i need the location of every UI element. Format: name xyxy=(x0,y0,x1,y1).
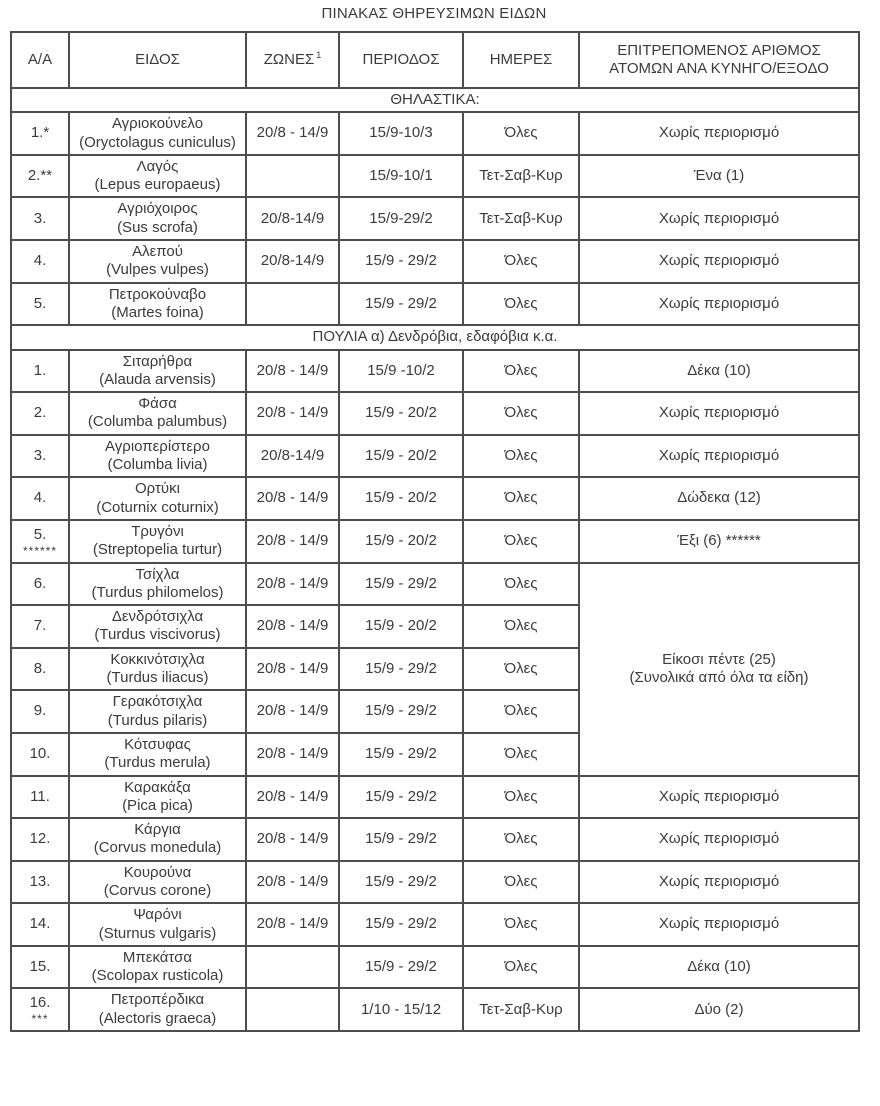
species-row xyxy=(11,988,859,1031)
species-common-name: Αγριοκούνελο xyxy=(111,115,204,133)
species-latin-name: (Turdus iliacus) xyxy=(106,669,209,687)
row-number-text: 14. xyxy=(29,915,51,933)
cell-limit: Χωρίς περιορισμό xyxy=(579,240,859,283)
cell-zones: 20/8 - 14/9 xyxy=(246,690,339,733)
cell-days: Τετ-Σαβ-Κυρ xyxy=(463,155,579,198)
cell-limit: Δέκα (10) xyxy=(579,350,859,393)
cell-species xyxy=(69,240,246,283)
cell-species xyxy=(69,776,246,819)
cell-row-number xyxy=(11,520,69,563)
species-latin-name: (Corvus corone) xyxy=(103,881,212,899)
cell-period: 15/9 - 29/2 xyxy=(339,648,463,691)
row-number-text: 12. xyxy=(29,830,51,848)
cell-row-number xyxy=(11,946,69,989)
species-common-name: Κουρούνα xyxy=(123,863,192,881)
cell-limit: Δέκα (10) xyxy=(579,946,859,989)
cell-days: Όλες xyxy=(463,563,579,606)
cell-zones xyxy=(246,155,339,198)
cell-limit: Δώδεκα (12) xyxy=(579,477,859,520)
section-label: ΘΗΛΑΣΤΙΚΑ: xyxy=(11,88,859,112)
species-common-name: Λαγός xyxy=(136,157,179,175)
cell-period: 15/9 - 29/2 xyxy=(339,861,463,904)
row-number-text: 16. xyxy=(29,994,51,1012)
cell-species xyxy=(69,946,246,989)
row-number-text: 2. xyxy=(33,404,47,422)
species-table-body xyxy=(11,88,859,1031)
species-latin-name: (Sturnus vulgaris) xyxy=(98,924,217,942)
limit-line: Είκοσι πέντε (25) xyxy=(662,650,776,668)
cell-species xyxy=(69,350,246,393)
cell-limit: Έξι (6) ****** xyxy=(579,520,859,563)
cell-zones: 20/8 - 14/9 xyxy=(246,477,339,520)
species-row xyxy=(11,155,859,198)
cell-species xyxy=(69,392,246,435)
cell-species xyxy=(69,283,246,326)
cell-days: Όλες xyxy=(463,520,579,563)
row-number-note: *** xyxy=(31,1012,49,1027)
cell-row-number xyxy=(11,690,69,733)
cell-zones: 20/8-14/9 xyxy=(246,435,339,478)
species-table xyxy=(10,31,860,1032)
column-header-zones-label: ΖΩΝΕΣ xyxy=(263,50,315,68)
species-common-name: Αγριοπερίστερο xyxy=(105,437,210,455)
species-latin-name: (Coturnix coturnix) xyxy=(96,498,219,516)
cell-zones: 20/8 - 14/9 xyxy=(246,520,339,563)
cell-row-number xyxy=(11,733,69,776)
cell-period: 15/9 - 20/2 xyxy=(339,605,463,648)
cell-period: 15/9 - 29/2 xyxy=(339,283,463,326)
cell-row-number xyxy=(11,903,69,946)
cell-days: Όλες xyxy=(463,648,579,691)
species-common-name: Δενδρότσιχλα xyxy=(111,608,204,626)
cell-days: Όλες xyxy=(463,477,579,520)
cell-limit: Χωρίς περιορισμό xyxy=(579,112,859,155)
species-row xyxy=(11,197,859,240)
species-common-name: Αλεπού xyxy=(132,243,183,261)
cell-zones xyxy=(246,283,339,326)
cell-zones: 20/8 - 14/9 xyxy=(246,563,339,606)
species-row xyxy=(11,477,859,520)
cell-days: Όλες xyxy=(463,733,579,776)
cell-days: Όλες xyxy=(463,605,579,648)
cell-limit: Δύο (2) xyxy=(579,988,859,1031)
cell-zones: 20/8 - 14/9 xyxy=(246,648,339,691)
species-row xyxy=(11,818,859,861)
species-row xyxy=(11,776,859,819)
cell-species xyxy=(69,112,246,155)
cell-days: Όλες xyxy=(463,903,579,946)
cell-species xyxy=(69,605,246,648)
cell-period: 15/9 - 29/2 xyxy=(339,776,463,819)
species-latin-name: (Alauda arvensis) xyxy=(99,370,216,388)
cell-row-number xyxy=(11,435,69,478)
cell-period: 15/9 - 20/2 xyxy=(339,392,463,435)
column-header-days: ΗΜΕΡΕΣ xyxy=(463,32,579,88)
species-common-name: Φάσα xyxy=(138,395,177,413)
cell-row-number xyxy=(11,350,69,393)
cell-limit: Χωρίς περιορισμό xyxy=(579,435,859,478)
zones-footnote-marker: 1 xyxy=(316,49,322,60)
species-common-name: Τσίχλα xyxy=(135,565,180,583)
species-latin-name: (Columba livia) xyxy=(107,456,208,474)
column-header-num: Α/Α xyxy=(11,32,69,88)
cell-days: Όλες xyxy=(463,240,579,283)
cell-species xyxy=(69,903,246,946)
species-row xyxy=(11,435,859,478)
cell-species xyxy=(69,477,246,520)
species-common-name: Γερακότσιχλα xyxy=(112,693,203,711)
cell-days: Όλες xyxy=(463,350,579,393)
cell-days: Όλες xyxy=(463,283,579,326)
row-number-text: 1.* xyxy=(30,124,50,142)
cell-limit: Χωρίς περιορισμό xyxy=(579,861,859,904)
cell-limit: Ένα (1) xyxy=(579,155,859,198)
cell-period: 1/10 - 15/12 xyxy=(339,988,463,1031)
species-row xyxy=(11,283,859,326)
cell-zones: 20/8 - 14/9 xyxy=(246,733,339,776)
cell-limit: Χωρίς περιορισμό xyxy=(579,903,859,946)
section-header-row xyxy=(11,88,859,112)
cell-days: Όλες xyxy=(463,392,579,435)
species-row xyxy=(11,861,859,904)
species-common-name: Κοκκινότσιχλα xyxy=(110,650,205,668)
cell-zones: 20/8-14/9 xyxy=(246,197,339,240)
cell-row-number xyxy=(11,112,69,155)
cell-zones: 20/8 - 14/9 xyxy=(246,903,339,946)
cell-species xyxy=(69,155,246,198)
page-title: ΠΙΝΑΚΑΣ ΘΗΡΕΥΣΙΜΩΝ ΕΙΔΩΝ xyxy=(321,5,547,22)
cell-species xyxy=(69,690,246,733)
cell-species xyxy=(69,861,246,904)
cell-row-number xyxy=(11,283,69,326)
cell-period: 15/9 - 29/2 xyxy=(339,563,463,606)
row-number-text: 2.** xyxy=(27,167,53,185)
cell-period: 15/9 - 29/2 xyxy=(339,946,463,989)
species-row xyxy=(11,903,859,946)
cell-limit-merged xyxy=(579,563,859,776)
cell-zones xyxy=(246,946,339,989)
cell-row-number xyxy=(11,197,69,240)
species-common-name: Ψαρόνι xyxy=(133,906,182,924)
cell-days: Όλες xyxy=(463,112,579,155)
row-number-text: 3. xyxy=(33,446,47,464)
species-common-name: Καρακάξα xyxy=(124,778,191,796)
species-latin-name: (Turdus viscivorus) xyxy=(94,626,221,644)
species-latin-name: (Oryctolagus cuniculus) xyxy=(79,133,236,151)
cell-limit: Χωρίς περιορισμό xyxy=(579,197,859,240)
row-number-text: 9. xyxy=(33,702,47,720)
species-row xyxy=(11,112,859,155)
cell-species xyxy=(69,733,246,776)
cell-period: 15/9 - 29/2 xyxy=(339,733,463,776)
species-common-name: Κάργια xyxy=(134,821,181,839)
cell-period: 15/9 - 29/2 xyxy=(339,903,463,946)
species-latin-name: (Corvus monedula) xyxy=(93,839,222,857)
section-header-row xyxy=(11,325,859,349)
species-latin-name: (Lepus europaeus) xyxy=(94,176,221,194)
row-number-text: 4. xyxy=(33,489,47,507)
cell-row-number xyxy=(11,392,69,435)
species-common-name: Ορτύκι xyxy=(135,480,180,498)
cell-zones: 20/8 - 14/9 xyxy=(246,776,339,819)
row-number-text: 5. xyxy=(33,294,47,312)
cell-period: 15/9 - 20/2 xyxy=(339,435,463,478)
species-common-name: Τρυγόνι xyxy=(131,522,184,540)
row-number-text: 5. xyxy=(33,525,47,543)
cell-zones: 20/8-14/9 xyxy=(246,240,339,283)
column-header-limit: ΕΠΙΤΡΕΠΟΜΕΝΟΣ ΑΡΙΘΜΟΣ ΑΤΟΜΩΝ ΑΝΑ ΚΥΝΗΓΟ/ΕΞΟΔΟ xyxy=(579,32,859,88)
species-latin-name: (Turdus philomelos) xyxy=(91,583,224,601)
species-row xyxy=(11,392,859,435)
cell-zones: 20/8 - 14/9 xyxy=(246,861,339,904)
species-latin-name: (Scolopax rusticola) xyxy=(91,967,224,985)
species-latin-name: (Martes foina) xyxy=(111,303,204,321)
cell-zones: 20/8 - 14/9 xyxy=(246,605,339,648)
cell-species xyxy=(69,988,246,1031)
cell-row-number xyxy=(11,155,69,198)
cell-row-number xyxy=(11,240,69,283)
column-header-zones xyxy=(246,32,339,88)
species-row xyxy=(11,946,859,989)
cell-period: 15/9-10/3 xyxy=(339,112,463,155)
cell-days: Τετ-Σαβ-Κυρ xyxy=(463,197,579,240)
cell-days: Όλες xyxy=(463,818,579,861)
row-number-text: 11. xyxy=(30,787,50,805)
species-row xyxy=(11,563,859,606)
cell-period: 15/9 - 29/2 xyxy=(339,690,463,733)
species-common-name: Αγριόχοιρος xyxy=(117,200,198,218)
cell-zones: 20/8 - 14/9 xyxy=(246,818,339,861)
species-row xyxy=(11,240,859,283)
cell-period: 15/9-10/1 xyxy=(339,155,463,198)
cell-species xyxy=(69,197,246,240)
row-number-text: 1. xyxy=(33,361,47,379)
row-number-text: 10. xyxy=(29,745,51,763)
row-number-text: 7. xyxy=(33,617,47,635)
section-label: ΠΟΥΛΙΑ α) Δενδρόβια, εδαφόβια κ.α. xyxy=(11,325,859,349)
species-common-name: Μπεκάτσα xyxy=(122,948,193,966)
cell-row-number xyxy=(11,605,69,648)
row-number-text: 6. xyxy=(33,574,47,592)
species-common-name: Σιταρήθρα xyxy=(122,352,193,370)
cell-days: Όλες xyxy=(463,435,579,478)
cell-limit: Χωρίς περιορισμό xyxy=(579,818,859,861)
species-latin-name: (Columba palumbus) xyxy=(87,413,228,431)
cell-row-number xyxy=(11,477,69,520)
limit-line: (Συνολικά από όλα τα είδη) xyxy=(629,669,809,687)
cell-limit: Χωρίς περιορισμό xyxy=(579,283,859,326)
species-latin-name: (Vulpes vulpes) xyxy=(106,261,209,279)
species-row xyxy=(11,350,859,393)
cell-species xyxy=(69,648,246,691)
cell-period: 15/9 -10/2 xyxy=(339,350,463,393)
cell-period: 15/9 - 29/2 xyxy=(339,240,463,283)
species-latin-name: (Pica pica) xyxy=(122,796,193,814)
table-header xyxy=(11,32,859,88)
cell-row-number xyxy=(11,988,69,1031)
cell-limit: Χωρίς περιορισμό xyxy=(579,392,859,435)
cell-zones: 20/8 - 14/9 xyxy=(246,392,339,435)
cell-period: 15/9 - 20/2 xyxy=(339,477,463,520)
species-latin-name: (Turdus pilaris) xyxy=(107,711,208,729)
species-common-name: Πετροκούναβο xyxy=(108,285,207,303)
cell-zones xyxy=(246,988,339,1031)
cell-species xyxy=(69,520,246,563)
cell-species xyxy=(69,563,246,606)
cell-species xyxy=(69,818,246,861)
cell-row-number xyxy=(11,563,69,606)
cell-period: 15/9 - 29/2 xyxy=(339,818,463,861)
row-number-text: 13. xyxy=(29,872,51,890)
row-number-text: 15. xyxy=(29,958,51,976)
cell-species xyxy=(69,435,246,478)
cell-days: Τετ-Σαβ-Κυρ xyxy=(463,988,579,1031)
cell-days: Όλες xyxy=(463,946,579,989)
cell-period: 15/9 - 20/2 xyxy=(339,520,463,563)
column-header-species: ΕΙΔΟΣ xyxy=(69,32,246,88)
cell-days: Όλες xyxy=(463,776,579,819)
species-latin-name: (Alectoris graeca) xyxy=(98,1009,217,1027)
cell-row-number xyxy=(11,818,69,861)
cell-row-number xyxy=(11,861,69,904)
row-number-text: 4. xyxy=(33,252,47,270)
cell-limit: Χωρίς περιορισμό xyxy=(579,776,859,819)
species-common-name: Κότσυφας xyxy=(124,735,191,753)
cell-row-number xyxy=(11,776,69,819)
cell-row-number xyxy=(11,648,69,691)
cell-days: Όλες xyxy=(463,690,579,733)
species-common-name: Πετροπέρδικα xyxy=(110,991,205,1009)
species-latin-name: (Turdus merula) xyxy=(104,754,211,772)
species-row xyxy=(11,520,859,563)
row-number-note: ****** xyxy=(22,543,58,558)
cell-zones: 20/8 - 14/9 xyxy=(246,112,339,155)
cell-period: 15/9-29/2 xyxy=(339,197,463,240)
species-latin-name: (Streptopelia turtur) xyxy=(92,541,223,559)
row-number-text: 3. xyxy=(33,209,47,227)
cell-days: Όλες xyxy=(463,861,579,904)
column-header-period: ΠΕΡΙΟΔΟΣ xyxy=(339,32,463,88)
species-latin-name: (Sus scrofa) xyxy=(117,218,198,236)
row-number-text: 8. xyxy=(33,659,47,677)
table-header-row xyxy=(11,32,859,88)
cell-zones: 20/8 - 14/9 xyxy=(246,350,339,393)
